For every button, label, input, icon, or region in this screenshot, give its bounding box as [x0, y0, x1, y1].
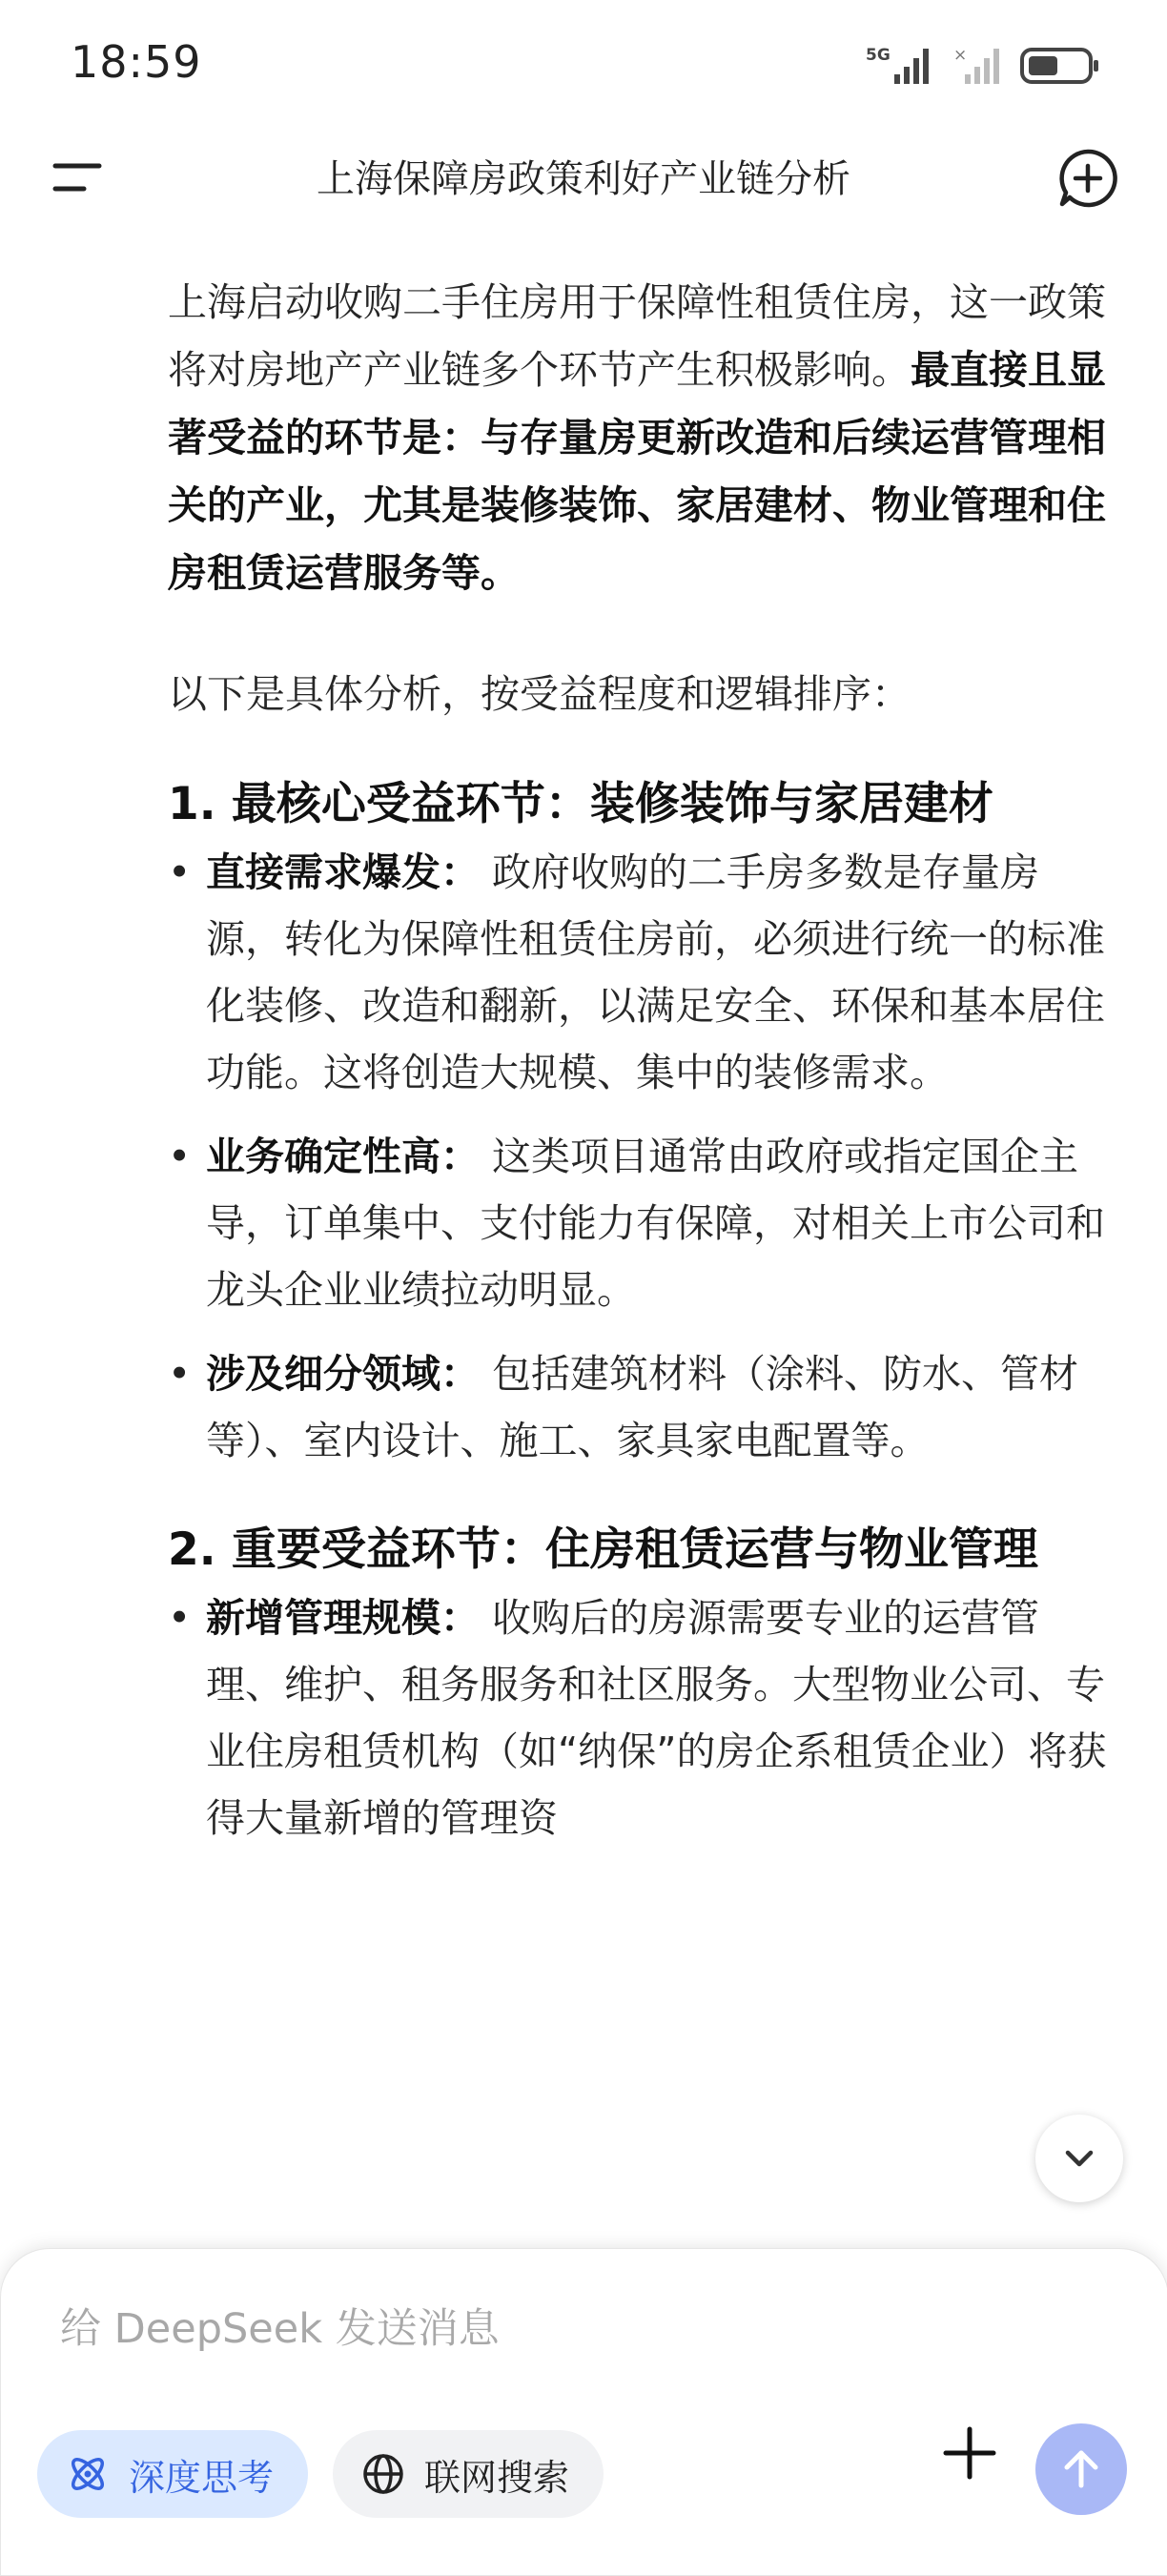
section-1-list [168, 839, 1112, 1474]
status-bar [0, 0, 1167, 133]
section-2-heading: 2. 重要受益环节：住房租赁运营与物业管理 [168, 1523, 1038, 1576]
message-composer [0, 2248, 1167, 2576]
bullet-label: 业务确定性高： [206, 1134, 480, 1179]
deep-think-label: 深度思考 [129, 2456, 275, 2499]
atom-icon [66, 2452, 110, 2496]
intro-highlight: 最直接且显著受益的环节是：与存量房更新改造和后续运营管理相关的产业，尤其是装修装饰、家居建材、物业管理和住房租赁运营服务等。 [168, 347, 1106, 596]
signal-5g-icon [866, 44, 936, 88]
message-input[interactable] [58, 2295, 920, 2363]
web-search-toggle[interactable] [333, 2430, 604, 2518]
svg-text:×: × [953, 46, 968, 65]
send-button[interactable] [1035, 2423, 1127, 2515]
arrow-up-icon [1057, 2445, 1105, 2493]
bullet-text: 政府收购的二手房多数是存量房源，转化为保障性租赁住房前，必须进行统一的标准化装修、改造和翻新，以满足安全、环保和基本居住功能。这将创造大规模、集中的装修需求。 [206, 849, 1105, 1095]
battery-icon [1020, 46, 1100, 86]
list-item [168, 1123, 1112, 1323]
page-title: 上海保障房政策利好产业链分析 [317, 157, 850, 201]
scroll-to-bottom-button[interactable] [1035, 2115, 1123, 2202]
bullet-label: 涉及细分领域： [206, 1351, 480, 1397]
deep-think-toggle[interactable] [37, 2430, 308, 2518]
new-chat-button[interactable] [1056, 147, 1119, 210]
section-1-heading: 1. 最核心受益环节：装修装饰与家居建材 [168, 778, 993, 830]
bullet-text: 这类项目通常由政府或指定国企主导，订单集中、支付能力有保障，对相关上市公司和龙头企业业绩拉动明显。 [206, 1134, 1105, 1313]
bullet-label: 直接需求爆发： [206, 849, 480, 895]
intro-paragraph [168, 269, 1112, 607]
assistant-response [168, 269, 1112, 1851]
signal-no-sim-icon [953, 44, 1003, 88]
intro-text: 上海启动收购二手住房用于保障性租赁住房，这一政策将对房地产产业链多个环节产生积极影响。 [168, 279, 1106, 393]
list-item [168, 1584, 1112, 1851]
chevron-down-icon [1060, 2139, 1098, 2177]
globe-icon [361, 2452, 405, 2496]
list-item [168, 1340, 1112, 1474]
bullet-text: 收购后的房源需要专业的运营管理、维护、租务服务和社区服务。大型物业公司、专业住房租赁机构（如“纳保”的房企系租赁企业）将获得大量新增的管理资 [206, 1595, 1107, 1841]
section-2-list [168, 1584, 1112, 1851]
bullet-text: 包括建筑材料（涂料、防水、管材等）、室内设计、施工、家具家电配置等。 [206, 1351, 1079, 1463]
bullet-label: 新增管理规模： [206, 1595, 480, 1641]
attach-button[interactable] [936, 2420, 1003, 2486]
list-item [168, 839, 1112, 1106]
status-time: 18:59 [71, 36, 202, 88]
chat-header [0, 133, 1167, 219]
status-icons [866, 42, 1100, 90]
new-chat-icon [1056, 147, 1119, 210]
plus-icon [936, 2420, 1003, 2486]
web-search-label: 联网搜索 [424, 2456, 570, 2499]
svg-text:5G: 5G [866, 46, 891, 65]
analysis-intro: 以下是具体分析，按受益程度和逻辑排序： [168, 671, 911, 717]
